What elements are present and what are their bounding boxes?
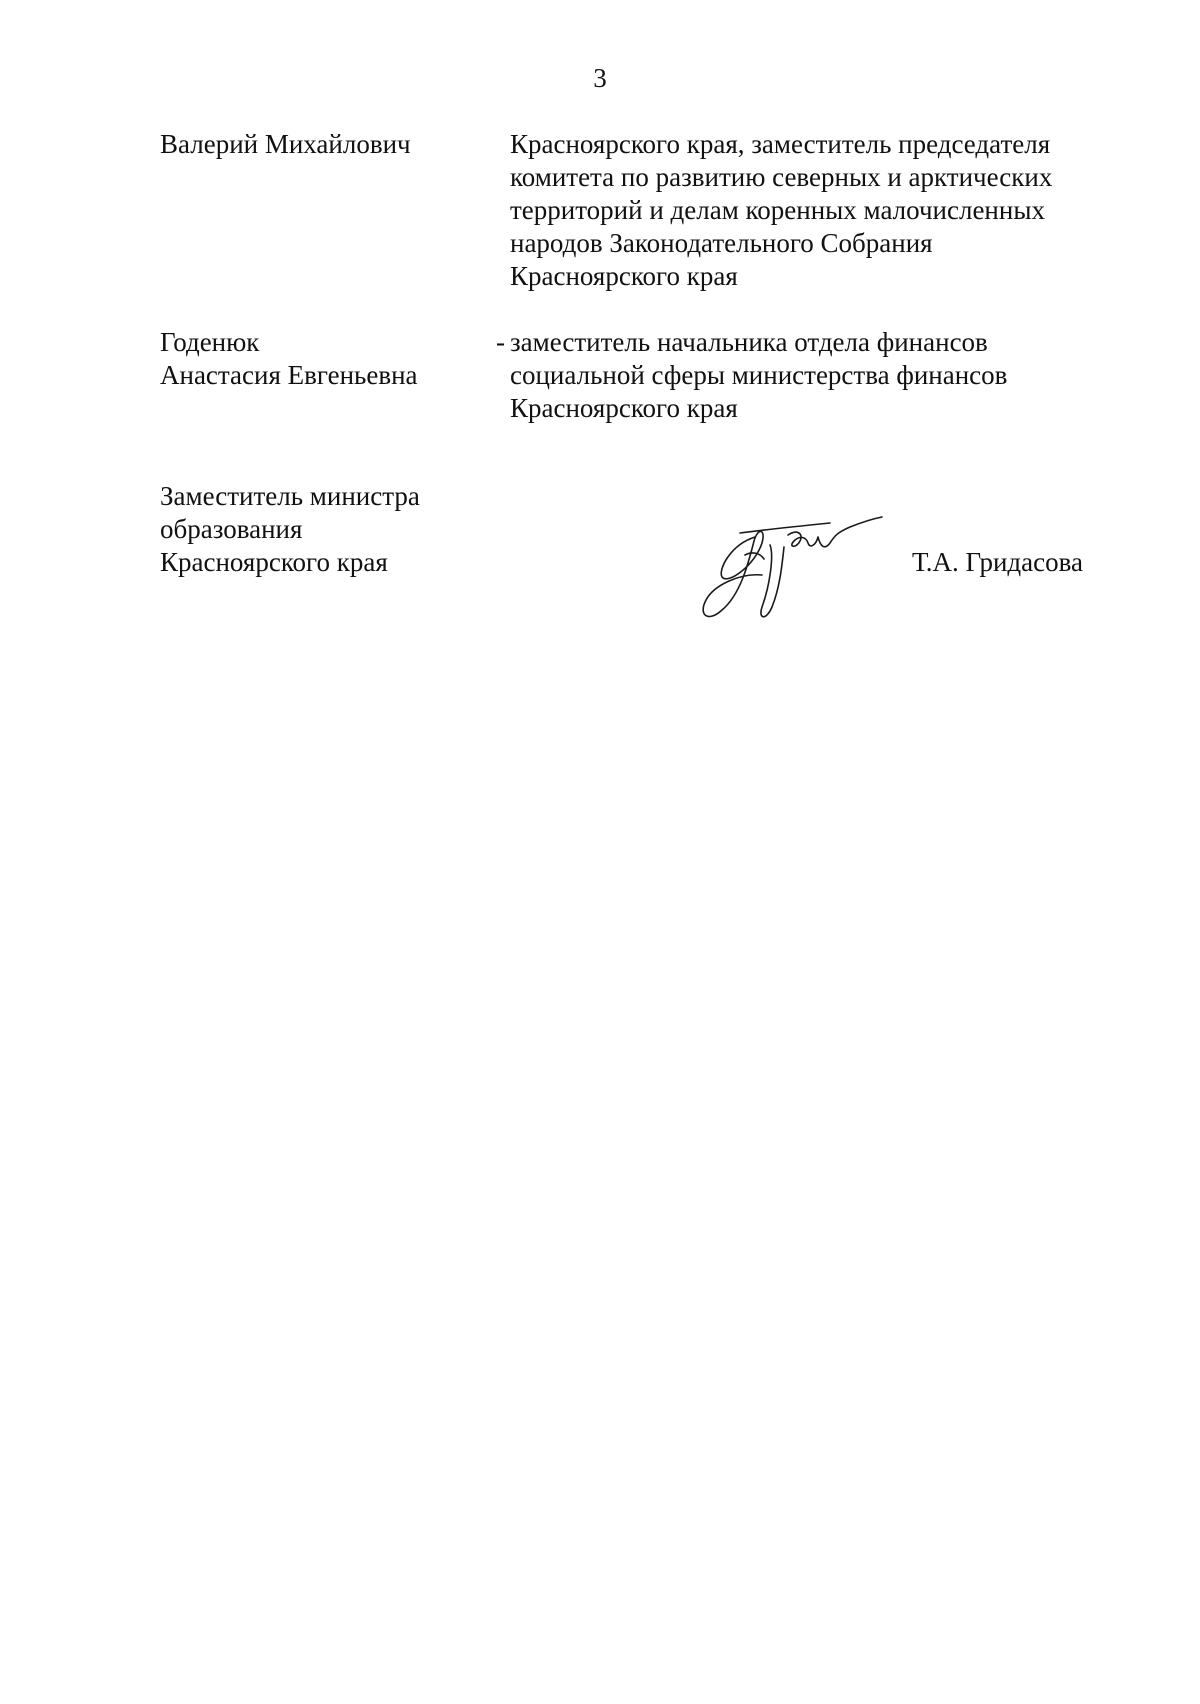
signatory-title-line: Заместитель министра [160, 481, 420, 511]
position-dash: - [496, 327, 505, 357]
member-position-line: Красноярского края, заместитель председателя [510, 129, 1051, 159]
member-position-line: территорий и делам коренных малочисленных [510, 195, 1045, 225]
member-name [160, 128, 490, 161]
signatory-name: Т.А. Гридасова [912, 547, 1083, 577]
signatory-title [160, 480, 580, 579]
member-name [160, 326, 490, 392]
member-position-line: Красноярского края [510, 261, 738, 291]
member-position-line: Красноярского края [510, 393, 738, 423]
member-position-line: заместитель начальника отдела финансов [510, 327, 988, 357]
signatory-title-line: образования [160, 514, 303, 544]
member-name-line: Анастасия Евгеньевна [160, 360, 418, 390]
member-name-line: Валерий Михайлович [160, 129, 411, 159]
page-number: 3 [593, 63, 607, 93]
member-position [496, 326, 1120, 425]
signatory-title-line: Красноярского края [160, 547, 388, 577]
member-position-line: народов Законодательного Собрания [510, 228, 933, 258]
member-position-line: социальной сферы министерства финансов [510, 360, 1008, 390]
handwritten-signature-icon [700, 515, 890, 635]
member-name-line: Годенюк [160, 327, 260, 357]
member-position [510, 128, 1120, 293]
member-position-line: комитета по развитию северных и арктических [510, 162, 1053, 192]
